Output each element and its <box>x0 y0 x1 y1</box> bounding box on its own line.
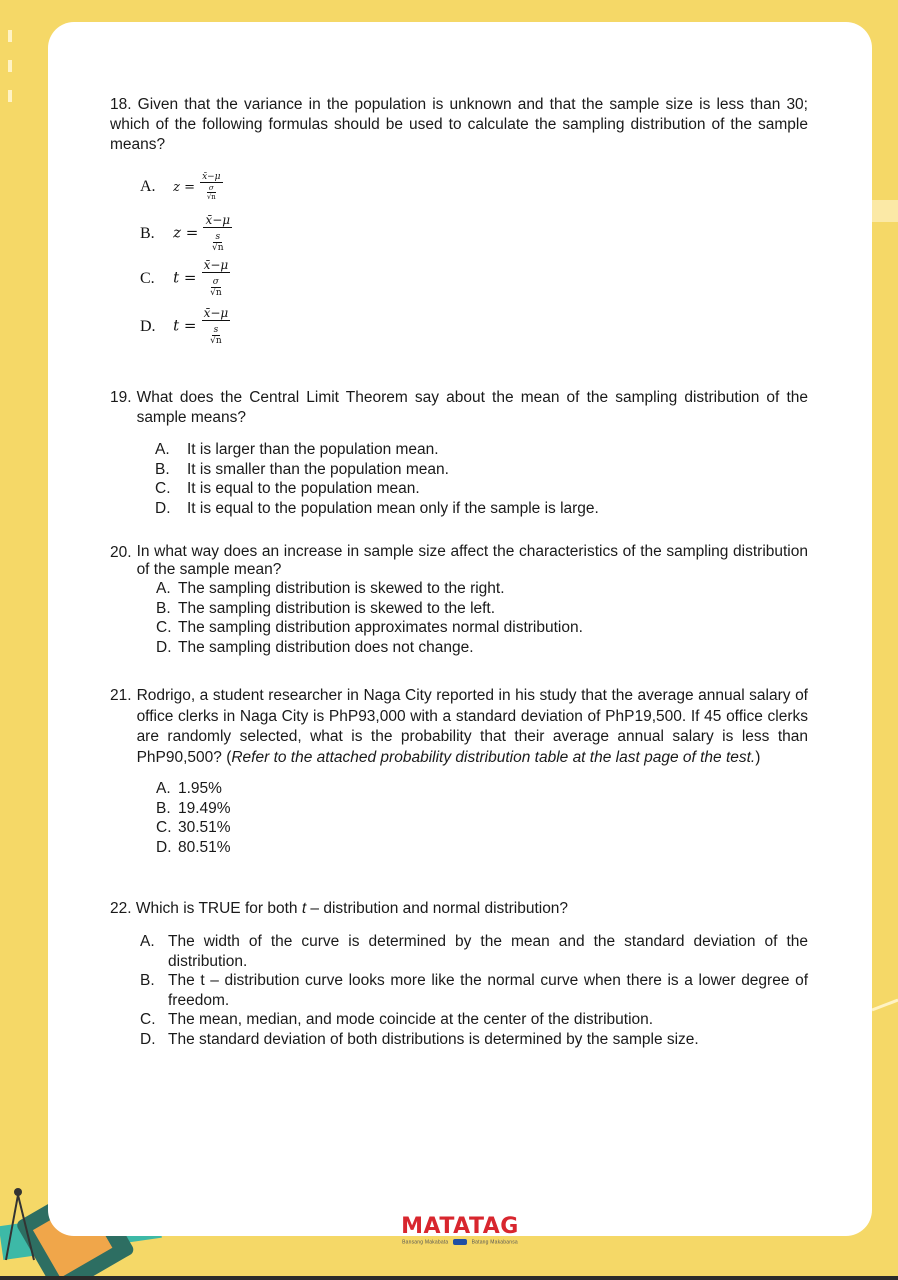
stem-italic-t: t <box>301 900 307 917</box>
formula-lhs: z = <box>173 180 195 195</box>
option-label: B. <box>156 799 171 817</box>
option-label: A. <box>156 580 171 597</box>
formula-lhs: t = <box>173 316 197 335</box>
q20-option-b[interactable] <box>156 599 808 619</box>
logo-tagline <box>380 1239 540 1245</box>
q19-option-d[interactable] <box>155 499 808 519</box>
question-number: 20. <box>110 544 132 561</box>
formula-sub-denominator: √n <box>206 193 216 201</box>
formula-lhs: z = <box>173 223 199 242</box>
formula-numerator: x̄−μ <box>203 306 229 320</box>
formula-sub-denominator: √n <box>210 288 222 298</box>
q18-option-a[interactable] <box>140 172 223 201</box>
option-text: 30.51% <box>178 819 231 836</box>
option-label: D. <box>155 499 171 517</box>
q22-option-d[interactable] <box>140 1030 808 1050</box>
q22-option-a[interactable] <box>140 932 808 971</box>
question-18-stem: 18. Given that the variance in the population is unknown and that the sample size is less than 30; which of the following formulas should be used to calculate the sampling distribution of the sample means? <box>110 96 808 153</box>
stem-close: ) <box>755 748 761 766</box>
q21-option-a[interactable] <box>156 779 808 799</box>
option-text: It is smaller than the population mean. <box>187 460 449 478</box>
formula-fraction <box>202 258 231 298</box>
q19-options <box>155 440 808 518</box>
option-text: It is larger than the population mean. <box>187 441 439 458</box>
q19-option-a[interactable] <box>155 440 808 460</box>
option-label: C. <box>156 619 172 636</box>
q21-option-c[interactable] <box>156 818 808 838</box>
formula-numerator: x̄−μ <box>203 258 229 272</box>
q19-option-c[interactable] <box>155 479 808 499</box>
formula-numerator: x̄−μ <box>205 213 231 227</box>
q20-option-c[interactable] <box>156 618 808 638</box>
q22-option-c[interactable] <box>140 1010 808 1030</box>
q22-options <box>140 932 808 1049</box>
option-text: It is equal to the population mean only if the sample is large. <box>187 499 599 517</box>
formula-sub-numerator: σ <box>212 277 219 287</box>
option-text: The sampling distribution approximates normal distribution. <box>178 619 583 636</box>
question-19-stem: What does the Central Limit Theorem say about the mean of the sampling distribution of the sample means? <box>136 389 808 426</box>
q21-option-b[interactable] <box>156 799 808 819</box>
formula-sub-numerator: s <box>213 325 219 335</box>
option-label: B. <box>156 599 171 617</box>
option-label: A. <box>155 441 170 458</box>
q20-options <box>156 579 808 657</box>
question-18 <box>110 95 808 155</box>
option-label: B. <box>140 224 155 242</box>
option-label: B. <box>155 460 170 478</box>
option-label: D. <box>140 317 156 335</box>
question-22 <box>110 899 808 1049</box>
q19-option-b[interactable] <box>155 460 808 480</box>
formula-sub-denominator: √n <box>210 336 222 346</box>
formula-fraction <box>200 172 222 201</box>
option-text: The standard deviation of both distributions is determined by the sample size. <box>168 1030 699 1048</box>
formula-sub-numerator: σ <box>208 184 214 192</box>
question-20-stem: In what way does an increase in sample size affect the characteristics of the sampling distribution of the sample mean? <box>136 543 808 578</box>
option-text: It is equal to the population mean. <box>187 480 420 497</box>
question-number: 21. <box>110 687 132 704</box>
option-label: B. <box>140 972 155 989</box>
formula-sub-denominator: √n <box>211 243 224 253</box>
stem-text: Rodrigo, a student researcher in Naga City reported in his study that the average annual salary of office clerks in Naga City is PhP93,000 with a standard deviation of PhP19,500. If 45 office clerks are randomly selected, what is the probability that their average annual salary is less than PhP90,500? ( <box>136 687 808 766</box>
option-label: D. <box>140 1030 156 1048</box>
option-label: C. <box>156 819 172 836</box>
option-label: D. <box>156 638 172 656</box>
logo-wordmark: MATATAG <box>401 1214 519 1239</box>
tagline-right: Batang Makabansa <box>471 1239 518 1246</box>
q22-option-b[interactable] <box>140 971 808 1010</box>
option-text: The t – distribution curve looks more like the normal curve when there is a lower degree of freedom. <box>168 972 808 1009</box>
formula-fraction <box>203 213 232 253</box>
question-21-stem <box>137 686 808 768</box>
option-text: 19.49% <box>178 799 231 817</box>
q18-option-d[interactable] <box>140 306 230 346</box>
option-text: The sampling distribution is skewed to the left. <box>178 599 496 617</box>
q20-option-d[interactable] <box>156 638 808 658</box>
q21-option-d[interactable] <box>156 838 808 858</box>
option-label: C. <box>140 1011 156 1028</box>
formula-numerator: x̄−μ <box>202 172 221 182</box>
option-text: The width of the curve is determined by the mean and the standard deviation of the distribution. <box>168 933 808 970</box>
option-text: The sampling distribution is skewed to the right. <box>178 580 505 597</box>
option-label: A. <box>140 933 155 950</box>
option-text: 80.51% <box>178 838 231 856</box>
q21-options <box>156 779 808 857</box>
stem-text-end: – distribution and normal distribution? <box>306 900 569 917</box>
question-20 <box>110 543 808 657</box>
question-21 <box>110 686 808 857</box>
tagline-left: Bansang Makabata <box>402 1239 449 1246</box>
option-label: C. <box>140 269 155 287</box>
formula-sub-numerator: s <box>215 232 221 242</box>
matatag-logo <box>380 1214 540 1245</box>
flag-icon <box>453 1239 467 1245</box>
formula-fraction <box>202 306 231 346</box>
stem-text: 22. Which is TRUE for both <box>110 900 302 917</box>
q20-option-a[interactable] <box>156 579 808 599</box>
question-19 <box>110 388 808 518</box>
option-label: A. <box>140 178 156 195</box>
option-text: The mean, median, and mode coincide at the center of the distribution. <box>168 1011 654 1028</box>
q18-option-c[interactable] <box>140 258 230 298</box>
option-label: A. <box>156 780 171 797</box>
option-text: The sampling distribution does not change. <box>178 638 474 656</box>
option-text: 1.95% <box>178 780 222 797</box>
q18-option-b[interactable] <box>140 213 232 253</box>
table-reference-note: Refer to the attached probability distribution table at the last page of the test. <box>231 748 756 766</box>
question-22-stem <box>110 899 808 919</box>
formula-lhs: t = <box>173 268 197 287</box>
option-label: D. <box>156 838 172 856</box>
question-number: 19. <box>110 389 132 406</box>
option-label: C. <box>155 480 171 497</box>
